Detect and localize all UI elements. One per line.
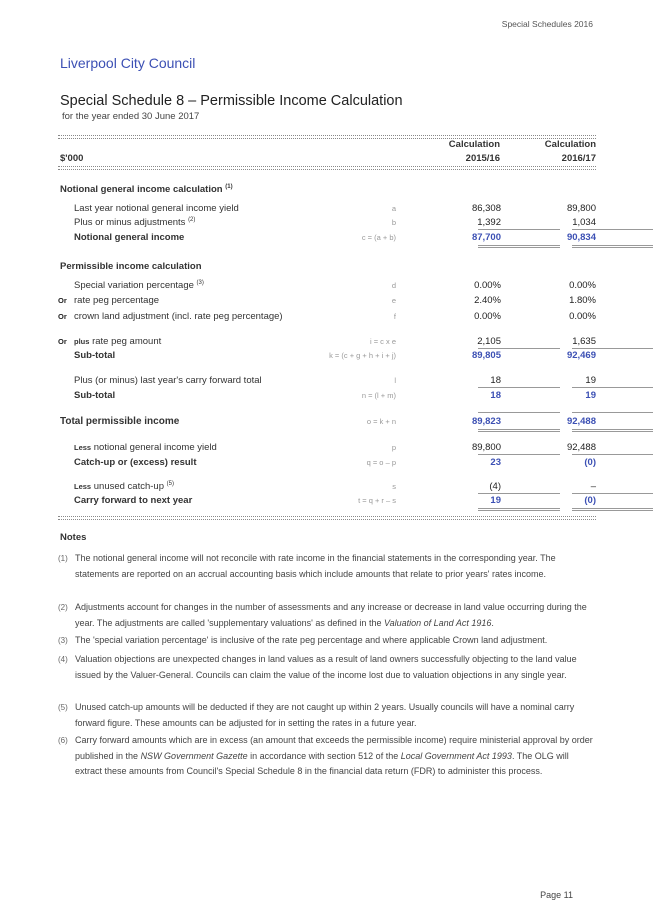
subtotal-rule: [572, 493, 653, 494]
note-text: Valuation objections are unexpected changes in land values as a result of land owners successfully objecting to the land value issued by the Valuer-General. Councils can claim the value of the income lost due to valuation objections in any single year.: [75, 654, 577, 680]
row-value-2015: 19: [490, 495, 501, 506]
row-formula: o = k + n: [366, 417, 396, 426]
row-label: Notional general income: [74, 232, 185, 243]
note-italic: Valuation of Land Act 1916: [383, 617, 492, 628]
row-value-2016: (0): [584, 495, 596, 506]
row-value-2016: 89,800: [566, 203, 596, 214]
subtotal-rule: [572, 454, 653, 455]
note-item: [58, 551, 598, 582]
row-value-2015: 86,308: [471, 203, 501, 214]
col2-header-line1: Calculation: [544, 139, 596, 150]
row-formula: l: [394, 376, 396, 385]
subtotal-rule: [478, 493, 560, 494]
row-value-2015: 0.00%: [474, 280, 501, 291]
row-formula: b: [391, 218, 396, 227]
row-value-2015: 0.00%: [474, 311, 501, 322]
row-label: [74, 336, 161, 347]
row-formula: f: [393, 312, 396, 321]
page-number: Page 11: [540, 890, 573, 900]
table-row: [58, 311, 598, 325]
row-formula: a: [391, 204, 396, 213]
row-label: Sub-total: [74, 390, 116, 401]
row-prefix: Or: [58, 296, 67, 305]
row-formula: p: [391, 443, 396, 452]
col1-header-line2: 2015/16: [465, 153, 500, 164]
table-row: [58, 390, 598, 404]
row-label: Plus (or minus) last year's carry forward total: [74, 375, 262, 386]
col1-header-line1: Calculation: [448, 139, 500, 150]
row-label: Carry forward to next year: [74, 495, 193, 506]
divider: [58, 516, 596, 517]
note-number: (2): [58, 603, 68, 612]
row-label: [74, 217, 195, 228]
row-formula: d: [391, 281, 396, 290]
row-prefix: Or: [58, 312, 67, 321]
row-value-2016: (0): [584, 457, 596, 468]
row-label: [74, 442, 217, 453]
subtotal-rule: [478, 454, 560, 455]
row-value-2015: (4): [489, 481, 501, 492]
note-item: [58, 733, 598, 780]
note-text: [75, 733, 598, 780]
note-text: Unused catch-up amounts will be deducted if they are not caught up within 2 years. Usually councils will have a nominal carry forward figure. These amounts can be adjusted for in setting the rates in a future year.: [75, 702, 575, 728]
row-label-prefix: Less: [74, 482, 92, 492]
note-number: (3): [58, 636, 68, 645]
note-item: [58, 600, 598, 631]
running-header: Special Schedules 2016: [501, 19, 593, 29]
row-formula: c = (a + b): [361, 233, 396, 242]
row-label-prefix: Less: [74, 443, 92, 452]
row-value-2016: 19: [585, 375, 596, 386]
row-value-2016: 1,635: [572, 336, 596, 347]
row-label: rate peg percentage: [74, 295, 160, 306]
unit-label: $'000: [60, 153, 84, 164]
page-title: Special Schedule 8 – Permissible Income Calculation: [60, 93, 403, 109]
table-row: [58, 295, 598, 309]
row-value-2015: 89,823: [471, 416, 501, 427]
section-permissible: Permissible income calculation: [60, 261, 202, 272]
row-value-2016: 1,034: [572, 217, 596, 228]
row-value-2016: 1.80%: [569, 295, 596, 306]
footnote-ref: (2): [188, 217, 196, 223]
row-formula: t = q + r – s: [358, 496, 396, 505]
note-text-part: in accordance with section 512 of the: [247, 750, 401, 761]
footnote-ref: (1): [225, 184, 233, 190]
row-value-2015: 18: [490, 375, 501, 386]
col2-header-line2: 2016/17: [561, 153, 596, 164]
row-label: Catch-up or (excess) result: [74, 457, 197, 468]
row-value-2015: 2.40%: [474, 295, 501, 306]
divider: [58, 169, 596, 170]
note-text: [75, 600, 598, 631]
row-value-2015: 1,392: [477, 217, 501, 228]
notes-title: Notes: [60, 532, 87, 543]
row-label-text: Plus or minus adjustments: [74, 217, 186, 229]
divider: [58, 166, 596, 167]
row-label-text: rate peg amount: [92, 336, 162, 347]
row-value-2016: –: [590, 481, 596, 492]
note-italic: NSW Government Gazette: [140, 750, 248, 761]
row-value-2015: 89,800: [471, 442, 501, 453]
row-formula: k = (c + g + h + i + j): [329, 351, 396, 360]
row-formula: q = o – p: [366, 458, 396, 467]
row-value-2016: 0.00%: [569, 280, 596, 291]
row-value-2015: 89,805: [471, 350, 501, 361]
footnote-ref: (5): [166, 481, 174, 487]
section-notional-label: Notional general income calculation: [60, 184, 223, 196]
row-label: Total permissible income: [60, 416, 180, 427]
row-label-text: Special variation percentage: [74, 280, 194, 292]
table-row: [58, 203, 598, 217]
row-label: [74, 280, 204, 291]
subtotal-rule: [572, 387, 653, 388]
row-label: [74, 481, 174, 492]
note-item: [58, 633, 598, 649]
row-formula: n = (l + m): [361, 391, 396, 400]
note-text-part: Carry forward amounts which are in excess (an amount that exceeds the permissible income) require ministerial approval by order published in the: [75, 735, 593, 761]
table-row: [58, 280, 598, 294]
note-text: The 'special variation percentage' is inclusive of the rate peg percentage and where applicable Crown land adjustment.: [75, 635, 548, 645]
subtotal-rule: [478, 387, 560, 388]
total-rule: [478, 508, 560, 511]
note-number: (4): [58, 655, 68, 664]
total-rule: [478, 429, 560, 432]
row-value-2015: 2,105: [477, 336, 501, 347]
table-row: [58, 495, 598, 509]
subtotal-rule: [572, 229, 653, 230]
row-formula: i = c x e: [369, 337, 396, 346]
note-text-part: Adjustments account for changes in the number of assessments and any increase or decrease in land value occurring during the year. The adjustments are called 'supplementary valuations' as defined in the: [75, 602, 587, 628]
row-value-2016: 92,469: [566, 350, 596, 361]
row-label: crown land adjustment (incl. rate peg percentage): [74, 311, 283, 322]
row-label-text: notional general income yield: [93, 442, 217, 453]
row-label: Last year notional general income yield: [74, 203, 239, 214]
section-notional: [60, 184, 233, 195]
row-label-prefix: plus: [74, 337, 90, 346]
note-item: [58, 652, 598, 683]
note-text-part: . The OLG will extract these amounts from Council's Special Schedule 8 in the financial data return (FDR) to administer this process.: [75, 750, 569, 776]
row-label: Sub-total: [74, 350, 116, 361]
table-row: [58, 350, 598, 364]
row-value-2015: 23: [490, 457, 501, 468]
row-value-2016: 92,488: [566, 416, 596, 427]
note-text: The notional general income will not reconcile with rate income in the financial statements in the corresponding year. The statements are reported on an accrual accounting basis which include amounts that relate to prior years' rates income.: [75, 553, 556, 579]
subtotal-rule: [572, 348, 653, 349]
subtotal-rule: [572, 412, 653, 413]
row-value-2016: 92,488: [566, 442, 596, 453]
row-value-2015: 87,700: [471, 232, 501, 243]
note-text-part: .: [491, 617, 494, 628]
subtotal-rule: [478, 229, 560, 230]
total-rule: [572, 429, 653, 432]
council-name: Liverpool City Council: [60, 55, 196, 71]
page-subtitle: for the year ended 30 June 2017: [62, 111, 200, 122]
total-rule: [572, 508, 653, 511]
table-row: [58, 232, 598, 246]
table-row: [58, 457, 598, 471]
note-number: (6): [58, 736, 68, 745]
row-formula: s: [392, 482, 396, 491]
row-value-2015: 18: [490, 390, 501, 401]
subtotal-rule: [478, 348, 560, 349]
table-row: [58, 416, 598, 430]
row-label-text: unused catch-up: [93, 481, 164, 493]
row-value-2016: 0.00%: [569, 311, 596, 322]
row-value-2016: 19: [585, 390, 596, 401]
note-number: (5): [58, 703, 68, 712]
divider: [58, 519, 596, 520]
total-rule: [478, 245, 560, 248]
row-value-2016: 90,834: [566, 232, 596, 243]
row-formula: e: [391, 296, 396, 305]
footnote-ref: (3): [196, 280, 204, 286]
total-rule: [572, 245, 653, 248]
subtotal-rule: [478, 412, 560, 413]
note-italic: Local Government Act 1993: [400, 750, 512, 761]
divider: [58, 135, 596, 136]
note-item: [58, 700, 598, 731]
row-prefix: Or: [58, 337, 67, 346]
note-number: (1): [58, 554, 68, 563]
